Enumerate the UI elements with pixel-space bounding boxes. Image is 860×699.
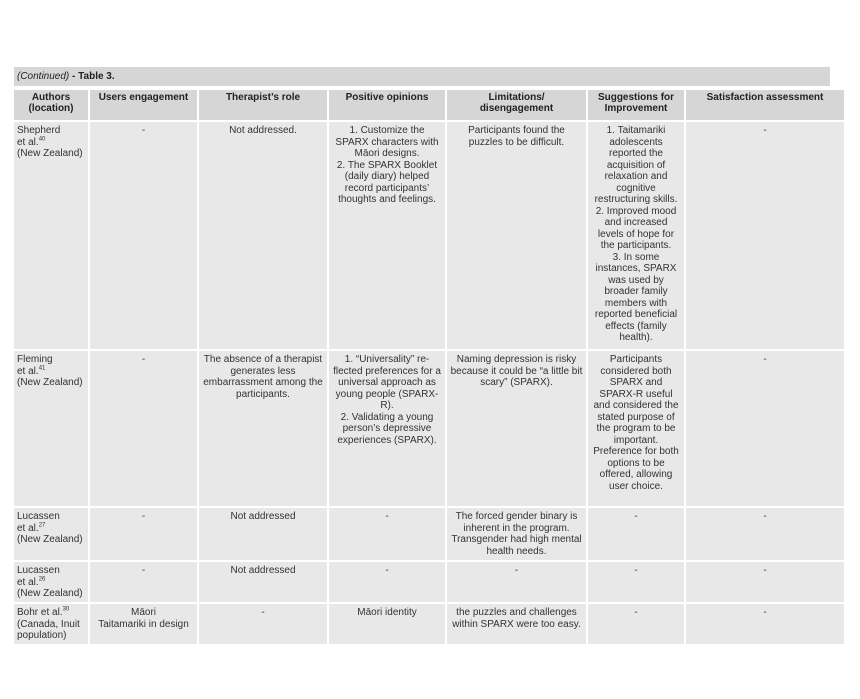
cell-positive: 1. Customize the SPARX characters with Māori designs. 2. The SPARX Booklet (daily diary) helped record participants’ thoughts and feelings. [329, 122, 445, 349]
author-name: Bohr et al. [17, 607, 63, 618]
cell-author [14, 508, 88, 560]
table-row [14, 122, 844, 349]
header-authors: Authors (location) [14, 90, 88, 120]
cell-author [14, 351, 88, 506]
cell-suggestions: Participants considered both SPARX and SPARX-R useful and considered the stated purpose of the program to be important. Preference for both options to be offered, allowing user choice. [588, 351, 684, 506]
cell-limitations: Participants found the puzzles to be difficult. [447, 122, 586, 349]
cell-author [14, 562, 88, 602]
cell-positive: 1. “Universality” re-flected preferences for a universal approach as young people (SPARX-R). 2. Validating a young person’s depressive experiences (SPARX). [329, 351, 445, 506]
cell-limitations: Naming depression is risky because it could be “a little bit scary” (SPARX). [447, 351, 586, 506]
cell-suggestions: 1. Taitamariki adolescents reported the acquisition of relaxation and cognitive restructuring skills. 2. Improved mood and increased levels of hope for the participants. 3. In some instances, SPARX was used by broader family members with reported beneficial effects (family health). [588, 122, 684, 349]
author-name: Shepherd et al. [17, 125, 61, 148]
cell-suggestions: - [588, 604, 684, 644]
author-name: Lucassen et al. [17, 565, 60, 588]
author-location: (New Zealand) [17, 148, 83, 159]
cell-satisfaction: - [686, 562, 844, 602]
cell-limitations: - [447, 562, 586, 602]
table-row [14, 351, 844, 506]
cell-therapist: Not addressed [199, 508, 327, 560]
header-positive-opinions: Positive opinions [329, 90, 445, 120]
caption-separator: - [69, 71, 79, 82]
cell-engagement: Māori Taitamariki in design [90, 604, 197, 644]
header-satisfaction: Satisfaction assessment [686, 90, 844, 120]
caption-continued: (Continued) [17, 71, 70, 82]
cell-engagement: - [90, 351, 197, 506]
header-row [14, 90, 844, 120]
cell-therapist: - [199, 604, 327, 644]
author-location: (New Zealand) [17, 377, 83, 388]
results-table [12, 88, 846, 646]
cell-therapist: The absence of a therapist generates less embarrassment among the participants. [199, 351, 327, 506]
cell-author [14, 604, 88, 644]
cell-author [14, 122, 88, 349]
cell-satisfaction: - [686, 351, 844, 506]
table-caption [14, 67, 830, 86]
table-row [14, 508, 844, 560]
author-location: (New Zealand) [17, 588, 83, 599]
cell-positive: - [329, 562, 445, 602]
header-therapists-role: Therapist’s role [199, 90, 327, 120]
cell-limitations: The forced gender binary is inherent in the program. Transgender had high mental health needs. [447, 508, 586, 560]
author-name: Fleming et al. [17, 354, 53, 377]
reference-number: 26 [38, 576, 46, 583]
header-suggestions: Suggestions for Improvement [588, 90, 684, 120]
caption-table-number: Table 3. [78, 71, 115, 82]
cell-satisfaction: - [686, 508, 844, 560]
cell-positive: Māori identity [329, 604, 445, 644]
cell-engagement: - [90, 562, 197, 602]
author-location: (Canada, Inuit population) [17, 618, 80, 641]
table-container [14, 67, 830, 646]
header-limitations: Limitations/ disengagement [447, 90, 586, 120]
author-name: Lucassen et al. [17, 511, 60, 534]
cell-satisfaction: - [686, 604, 844, 644]
cell-engagement: - [90, 122, 197, 349]
cell-positive: - [329, 508, 445, 560]
cell-satisfaction: - [686, 122, 844, 349]
reference-number: 41 [38, 365, 46, 372]
header-users-engagement: Users engagement [90, 90, 197, 120]
table-row [14, 604, 844, 644]
cell-suggestions: - [588, 508, 684, 560]
cell-suggestions: - [588, 562, 684, 602]
table-row [14, 562, 844, 602]
cell-therapist: Not addressed. [199, 122, 327, 349]
reference-number: 30 [62, 606, 70, 613]
cell-limitations: the puzzles and challenges within SPARX were too easy. [447, 604, 586, 644]
author-location: (New Zealand) [17, 534, 83, 545]
cell-engagement: - [90, 508, 197, 560]
reference-number: 40 [38, 136, 46, 143]
reference-number: 27 [38, 522, 46, 529]
cell-therapist: Not addressed [199, 562, 327, 602]
